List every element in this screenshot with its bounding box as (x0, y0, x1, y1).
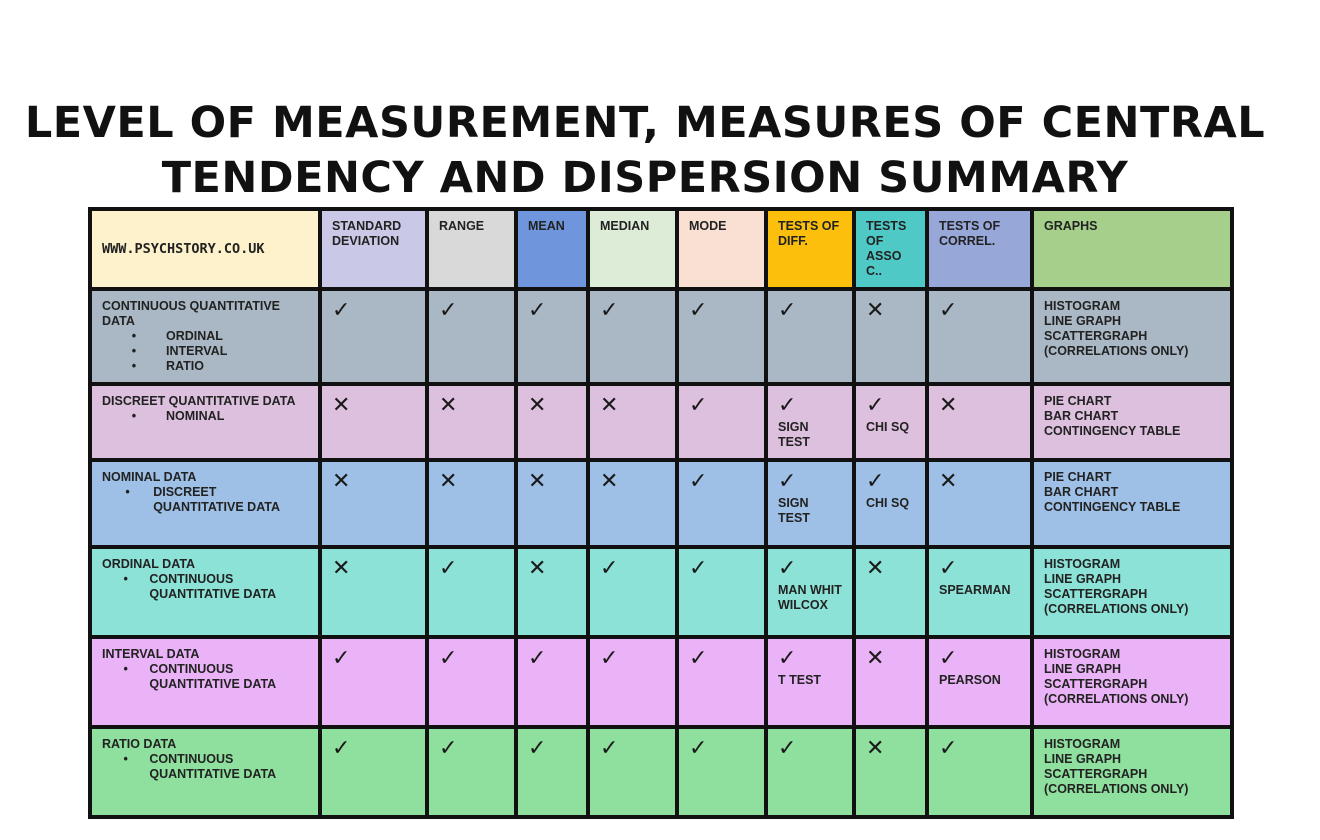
bullet-icon: • (123, 752, 128, 766)
cross-icon: ✕ (528, 392, 547, 417)
check-icon: ✓ (439, 297, 458, 322)
check-icon: ✓ (939, 645, 958, 670)
cross-icon: ✕ (866, 555, 885, 580)
graph-item: HISTOGRAM (1044, 299, 1121, 313)
bullet-icon: • (123, 662, 128, 676)
graphs-cell (1032, 460, 1232, 547)
graph-item: SCATTERGRAPH (1044, 329, 1148, 343)
check-icon: ✓ (332, 645, 351, 670)
cell (427, 460, 516, 547)
graph-item: CONTINGENCY TABLE (1044, 424, 1181, 438)
col-header-tests-of-correl: TESTS OF CORREL. (927, 209, 1032, 289)
cell (854, 727, 927, 817)
cell (927, 547, 1032, 637)
cell (588, 727, 677, 817)
check-icon: ✓ (939, 297, 958, 322)
cell (927, 727, 1032, 817)
cross-icon: ✕ (600, 392, 619, 417)
bullet-text: ORDINAL (166, 329, 223, 343)
check-icon: ✓ (778, 555, 797, 580)
check-icon: ✓ (600, 555, 619, 580)
check-icon: ✓ (439, 645, 458, 670)
cross-icon: ✕ (600, 468, 619, 493)
graph-item: (CORRELATIONS ONLY) (1044, 602, 1189, 616)
cell (588, 289, 677, 384)
cell (854, 289, 927, 384)
header-row (90, 209, 1232, 289)
cell (854, 547, 927, 637)
cell (677, 727, 766, 817)
check-icon: ✓ (689, 297, 708, 322)
cell (588, 637, 677, 727)
graph-item: LINE GRAPH (1044, 662, 1122, 676)
col-header-tests-of-assoc: TESTS OF ASSO C.. (854, 209, 927, 289)
row-label-cell (90, 384, 320, 460)
cell (427, 384, 516, 460)
cell (854, 384, 927, 460)
col-header-mode: MODE (677, 209, 766, 289)
cell (516, 727, 588, 817)
cell (320, 384, 427, 460)
cross-icon: ✕ (528, 555, 547, 580)
bullet-text: CONTINUOUS QUANTITATIVE DATA (149, 662, 277, 691)
check-icon: ✓ (778, 468, 797, 493)
bullet-icon: • (123, 572, 128, 586)
cell (516, 384, 588, 460)
check-icon: ✓ (866, 468, 885, 493)
cell (516, 460, 588, 547)
check-icon: ✓ (778, 297, 797, 322)
graphs-cell (1032, 637, 1232, 727)
graph-item: BAR CHART (1044, 485, 1119, 499)
bullet-item (102, 344, 308, 359)
cross-icon: ✕ (939, 392, 958, 417)
graph-item: SCATTERGRAPH (1044, 587, 1148, 601)
graph-item: (CORRELATIONS ONLY) (1044, 782, 1189, 796)
check-icon: ✓ (689, 392, 708, 417)
bullet-item (102, 752, 308, 782)
graph-item: PIE CHART (1044, 470, 1112, 484)
check-icon: ✓ (439, 555, 458, 580)
bullet-item (102, 662, 308, 692)
check-icon: ✓ (778, 735, 797, 760)
col-header-tests-of-diff: TESTS OF DIFF. (766, 209, 854, 289)
check-icon: ✓ (528, 645, 547, 670)
bullet-text: NOMINAL (166, 409, 225, 423)
graphs-cell (1032, 289, 1232, 384)
cell (427, 547, 516, 637)
bullet-item (102, 359, 308, 374)
bullet-icon: • (131, 329, 137, 343)
cell (320, 637, 427, 727)
cell (766, 289, 854, 384)
graph-item: CONTINGENCY TABLE (1044, 500, 1181, 514)
cross-icon: ✕ (866, 645, 885, 670)
cell (320, 547, 427, 637)
row-label-cell (90, 727, 320, 817)
check-icon: ✓ (778, 392, 797, 417)
graphs-cell (1032, 547, 1232, 637)
cross-icon: ✕ (866, 297, 885, 322)
check-icon: ✓ (600, 735, 619, 760)
bullet-text: CONTINUOUS QUANTITATIVE DATA (149, 572, 277, 601)
check-icon: ✓ (439, 735, 458, 760)
row-label: RATIO DATA (102, 737, 177, 751)
cell (427, 289, 516, 384)
row-label-cell (90, 289, 320, 384)
graph-item: PIE CHART (1044, 394, 1112, 408)
graph-item: SCATTERGRAPH (1044, 677, 1148, 691)
cell-note: MAN WHIT WILCOX (778, 583, 842, 612)
cross-icon: ✕ (866, 735, 885, 760)
cell (516, 637, 588, 727)
cell (320, 727, 427, 817)
cell (677, 460, 766, 547)
col-header-graphs: GRAPHS (1032, 209, 1232, 289)
bullet-icon: • (131, 344, 137, 358)
check-icon: ✓ (778, 645, 797, 670)
col-header-standard-deviation: STANDARD DEVIATION (320, 209, 427, 289)
table-row (90, 289, 1232, 384)
bullet-item (102, 409, 308, 424)
cell (927, 289, 1032, 384)
site-url: WWW.PSYCHSTORY.CO.UK (90, 209, 320, 289)
page-title-line-1: LEVEL OF MEASUREMENT, MEASURES OF CENTRAL (24, 98, 1266, 148)
check-icon: ✓ (689, 555, 708, 580)
cell-note: CHI SQ (866, 420, 910, 434)
cell (854, 637, 927, 727)
bullet-item (102, 329, 308, 344)
cell (677, 547, 766, 637)
cross-icon: ✕ (439, 392, 458, 417)
bullet-icon: • (131, 359, 137, 373)
cell (927, 460, 1032, 547)
check-icon: ✓ (689, 645, 708, 670)
cross-icon: ✕ (528, 468, 547, 493)
graph-item: BAR CHART (1044, 409, 1119, 423)
cell (320, 460, 427, 547)
check-icon: ✓ (939, 555, 958, 580)
cell (516, 547, 588, 637)
bullet-icon: • (131, 409, 137, 423)
cross-icon: ✕ (939, 468, 958, 493)
graph-item: HISTOGRAM (1044, 557, 1121, 571)
cell (766, 727, 854, 817)
check-icon: ✓ (528, 735, 547, 760)
table-row (90, 547, 1232, 637)
check-icon: ✓ (689, 735, 708, 760)
cell (766, 547, 854, 637)
graph-item: LINE GRAPH (1044, 314, 1122, 328)
cell-note: CHI SQ (866, 496, 910, 510)
check-icon: ✓ (528, 297, 547, 322)
graph-item: HISTOGRAM (1044, 647, 1121, 661)
cell (766, 460, 854, 547)
page-title-line-2: TENDENCY AND DISPERSION SUMMARY (161, 153, 1129, 203)
row-label: NOMINAL DATA (102, 470, 197, 484)
cell (588, 547, 677, 637)
check-icon: ✓ (939, 735, 958, 760)
cell-note: SPEARMAN (939, 583, 1011, 597)
cell (427, 727, 516, 817)
cell (677, 384, 766, 460)
check-icon: ✓ (600, 645, 619, 670)
cell (320, 289, 427, 384)
row-label: CONTINUOUS QUANTITATIVE DATA (102, 299, 281, 328)
col-header-range: RANGE (427, 209, 516, 289)
check-icon: ✓ (332, 297, 351, 322)
cell (927, 384, 1032, 460)
bullet-text: DISCREET QUANTITATIVE DATA (153, 485, 281, 514)
graphs-cell (1032, 384, 1232, 460)
table-row (90, 727, 1232, 817)
cell-note: SIGN TEST (778, 496, 810, 525)
cell (766, 384, 854, 460)
bullet-text: INTERVAL (166, 344, 228, 358)
table-row (90, 637, 1232, 727)
row-label-cell (90, 460, 320, 547)
cell (854, 460, 927, 547)
bullet-icon: • (125, 485, 130, 499)
row-label-cell (90, 547, 320, 637)
cell (427, 637, 516, 727)
cross-icon: ✕ (439, 468, 458, 493)
summary-table (88, 207, 1234, 819)
bullet-text: RATIO (166, 359, 204, 373)
check-icon: ✓ (600, 297, 619, 322)
row-label-cell (90, 637, 320, 727)
cell (927, 637, 1032, 727)
graph-item: LINE GRAPH (1044, 752, 1122, 766)
check-icon: ✓ (689, 468, 708, 493)
row-label: DISCREET QUANTITATIVE DATA (102, 394, 296, 408)
graphs-cell (1032, 727, 1232, 817)
check-icon: ✓ (866, 392, 885, 417)
cell (588, 384, 677, 460)
cell-note: SIGN TEST (778, 420, 810, 449)
cell (516, 289, 588, 384)
graph-item: LINE GRAPH (1044, 572, 1122, 586)
row-label: INTERVAL DATA (102, 647, 200, 661)
cross-icon: ✕ (332, 392, 351, 417)
cell-note: T TEST (778, 673, 822, 687)
col-header-median: MEDIAN (588, 209, 677, 289)
bullet-item (102, 572, 308, 602)
graph-item: (CORRELATIONS ONLY) (1044, 692, 1189, 706)
cross-icon: ✕ (332, 468, 351, 493)
graph-item: HISTOGRAM (1044, 737, 1121, 751)
cell-note: PEARSON (939, 673, 1001, 687)
cell (766, 637, 854, 727)
row-label: ORDINAL DATA (102, 557, 196, 571)
cell (588, 460, 677, 547)
table-row (90, 460, 1232, 547)
table-row (90, 384, 1232, 460)
col-header-mean: MEAN (516, 209, 588, 289)
cross-icon: ✕ (332, 555, 351, 580)
bullet-item (102, 485, 308, 515)
cell (677, 637, 766, 727)
bullet-text: CONTINUOUS QUANTITATIVE DATA (149, 752, 277, 781)
graph-item: (CORRELATIONS ONLY) (1044, 344, 1189, 358)
graph-item: SCATTERGRAPH (1044, 767, 1148, 781)
cell (677, 289, 766, 384)
check-icon: ✓ (332, 735, 351, 760)
